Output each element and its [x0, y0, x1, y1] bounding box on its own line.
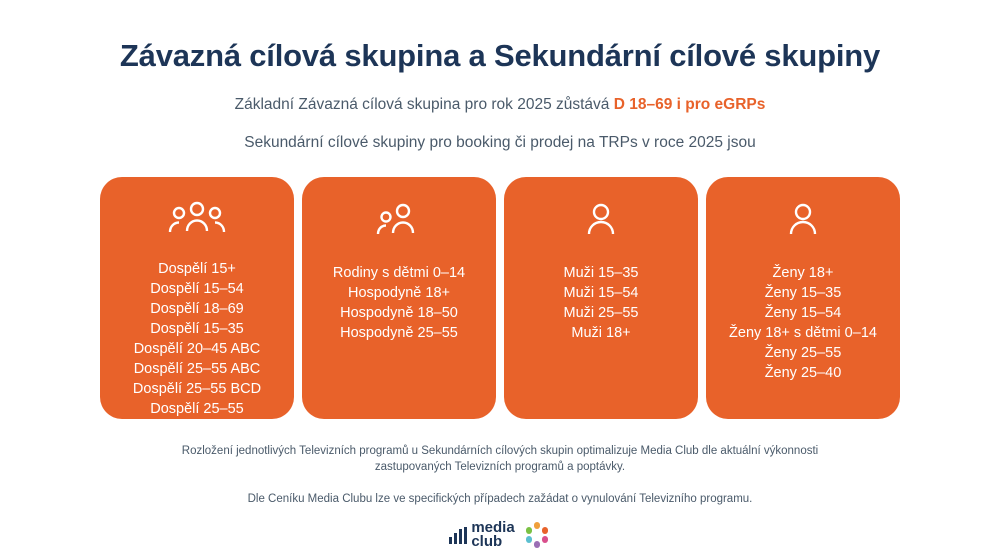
- media-club-logo: [0, 521, 1000, 549]
- target-group-cards: [0, 177, 1000, 437]
- list-item: Muži 25–55: [563, 305, 639, 321]
- list-item: Muži 15–35: [563, 265, 639, 281]
- list-item: Dospělí 15–54: [150, 281, 244, 297]
- card-women: [706, 177, 900, 419]
- subtitle-primary-highlight: D 18–69 i pro eGRPs: [613, 96, 766, 113]
- adult-and-child-icon: [370, 199, 428, 243]
- footnote-line-1: Rozložení jednotlivých Televizních programů u Sekundárních cílových skupin optimalizuje Media Club dle aktuální výkonnosti: [181, 445, 819, 457]
- card-men: [504, 177, 698, 419]
- list-item: Dospělí 25–55 BCD: [132, 381, 262, 397]
- list-item: Hospodyně 25–55: [340, 325, 458, 341]
- card-adults: [100, 177, 294, 437]
- list-item: Hospodyně 18+: [348, 285, 450, 301]
- footnote-line-3: Dle Ceníku Media Clubu lze ve specifických případech zažádat o vynulování Televizního programu.: [247, 493, 753, 505]
- list-item: Ženy 18+ s dětmi 0–14: [729, 325, 877, 341]
- card-women-list: [729, 263, 877, 383]
- logo-mark: [449, 521, 514, 549]
- list-item: Dospělí 25–55: [150, 401, 244, 417]
- list-item: Dospělí 15+: [158, 261, 236, 277]
- woman-icon: [781, 199, 825, 243]
- page-title: Závazná cílová skupina a Sekundární cílové skupiny: [119, 38, 881, 73]
- list-item: Dospělí 25–55 ABC: [133, 361, 261, 377]
- card-adults-list: [133, 259, 261, 439]
- logo-bars-icon: [449, 527, 467, 544]
- list-item: Hospodyně 18–50: [340, 305, 458, 321]
- list-item: Rodiny s dětmi 0–14: [332, 265, 466, 281]
- logo-line-1: media: [471, 519, 515, 536]
- subtitle-primary-text: Základní Závazná cílová skupina pro rok 2025 zůstává: [234, 96, 614, 113]
- list-item: Ženy 25–40: [764, 365, 842, 381]
- list-item: Dospělí 20–45 ABC: [133, 341, 261, 357]
- footnotes: [0, 443, 1000, 505]
- card-men-list: [564, 263, 639, 343]
- list-item: Muži 15–54: [563, 285, 639, 301]
- logo-line-2: club: [471, 533, 503, 550]
- list-item: Ženy 18+: [772, 265, 834, 281]
- card-families-list: [333, 263, 465, 343]
- list-item: Ženy 25–55: [764, 345, 842, 361]
- color-dots-icon: [525, 522, 551, 548]
- list-item: Muži 18+: [571, 325, 631, 341]
- subtitle-secondary-target-groups: Sekundární cílové skupiny pro booking či prodej na TRPs v roce 2025 jsou: [244, 134, 756, 151]
- logo-wordmark: [471, 521, 514, 549]
- man-icon: [579, 199, 623, 243]
- footnote-line-2: zastupovaných Televizních programů a poptávky.: [374, 461, 626, 473]
- list-item: Ženy 15–54: [764, 305, 842, 321]
- list-item: Dospělí 15–35: [150, 321, 244, 337]
- list-item: Dospělí 18–69: [150, 301, 244, 317]
- card-families: [302, 177, 496, 419]
- group-of-three-people-icon: [166, 199, 228, 239]
- list-item: Ženy 15–35: [764, 285, 842, 301]
- slide-root: [0, 38, 1000, 560]
- subtitle-primary-target-group: [0, 96, 1000, 114]
- list-item: Dospělí 25+: [158, 421, 236, 437]
